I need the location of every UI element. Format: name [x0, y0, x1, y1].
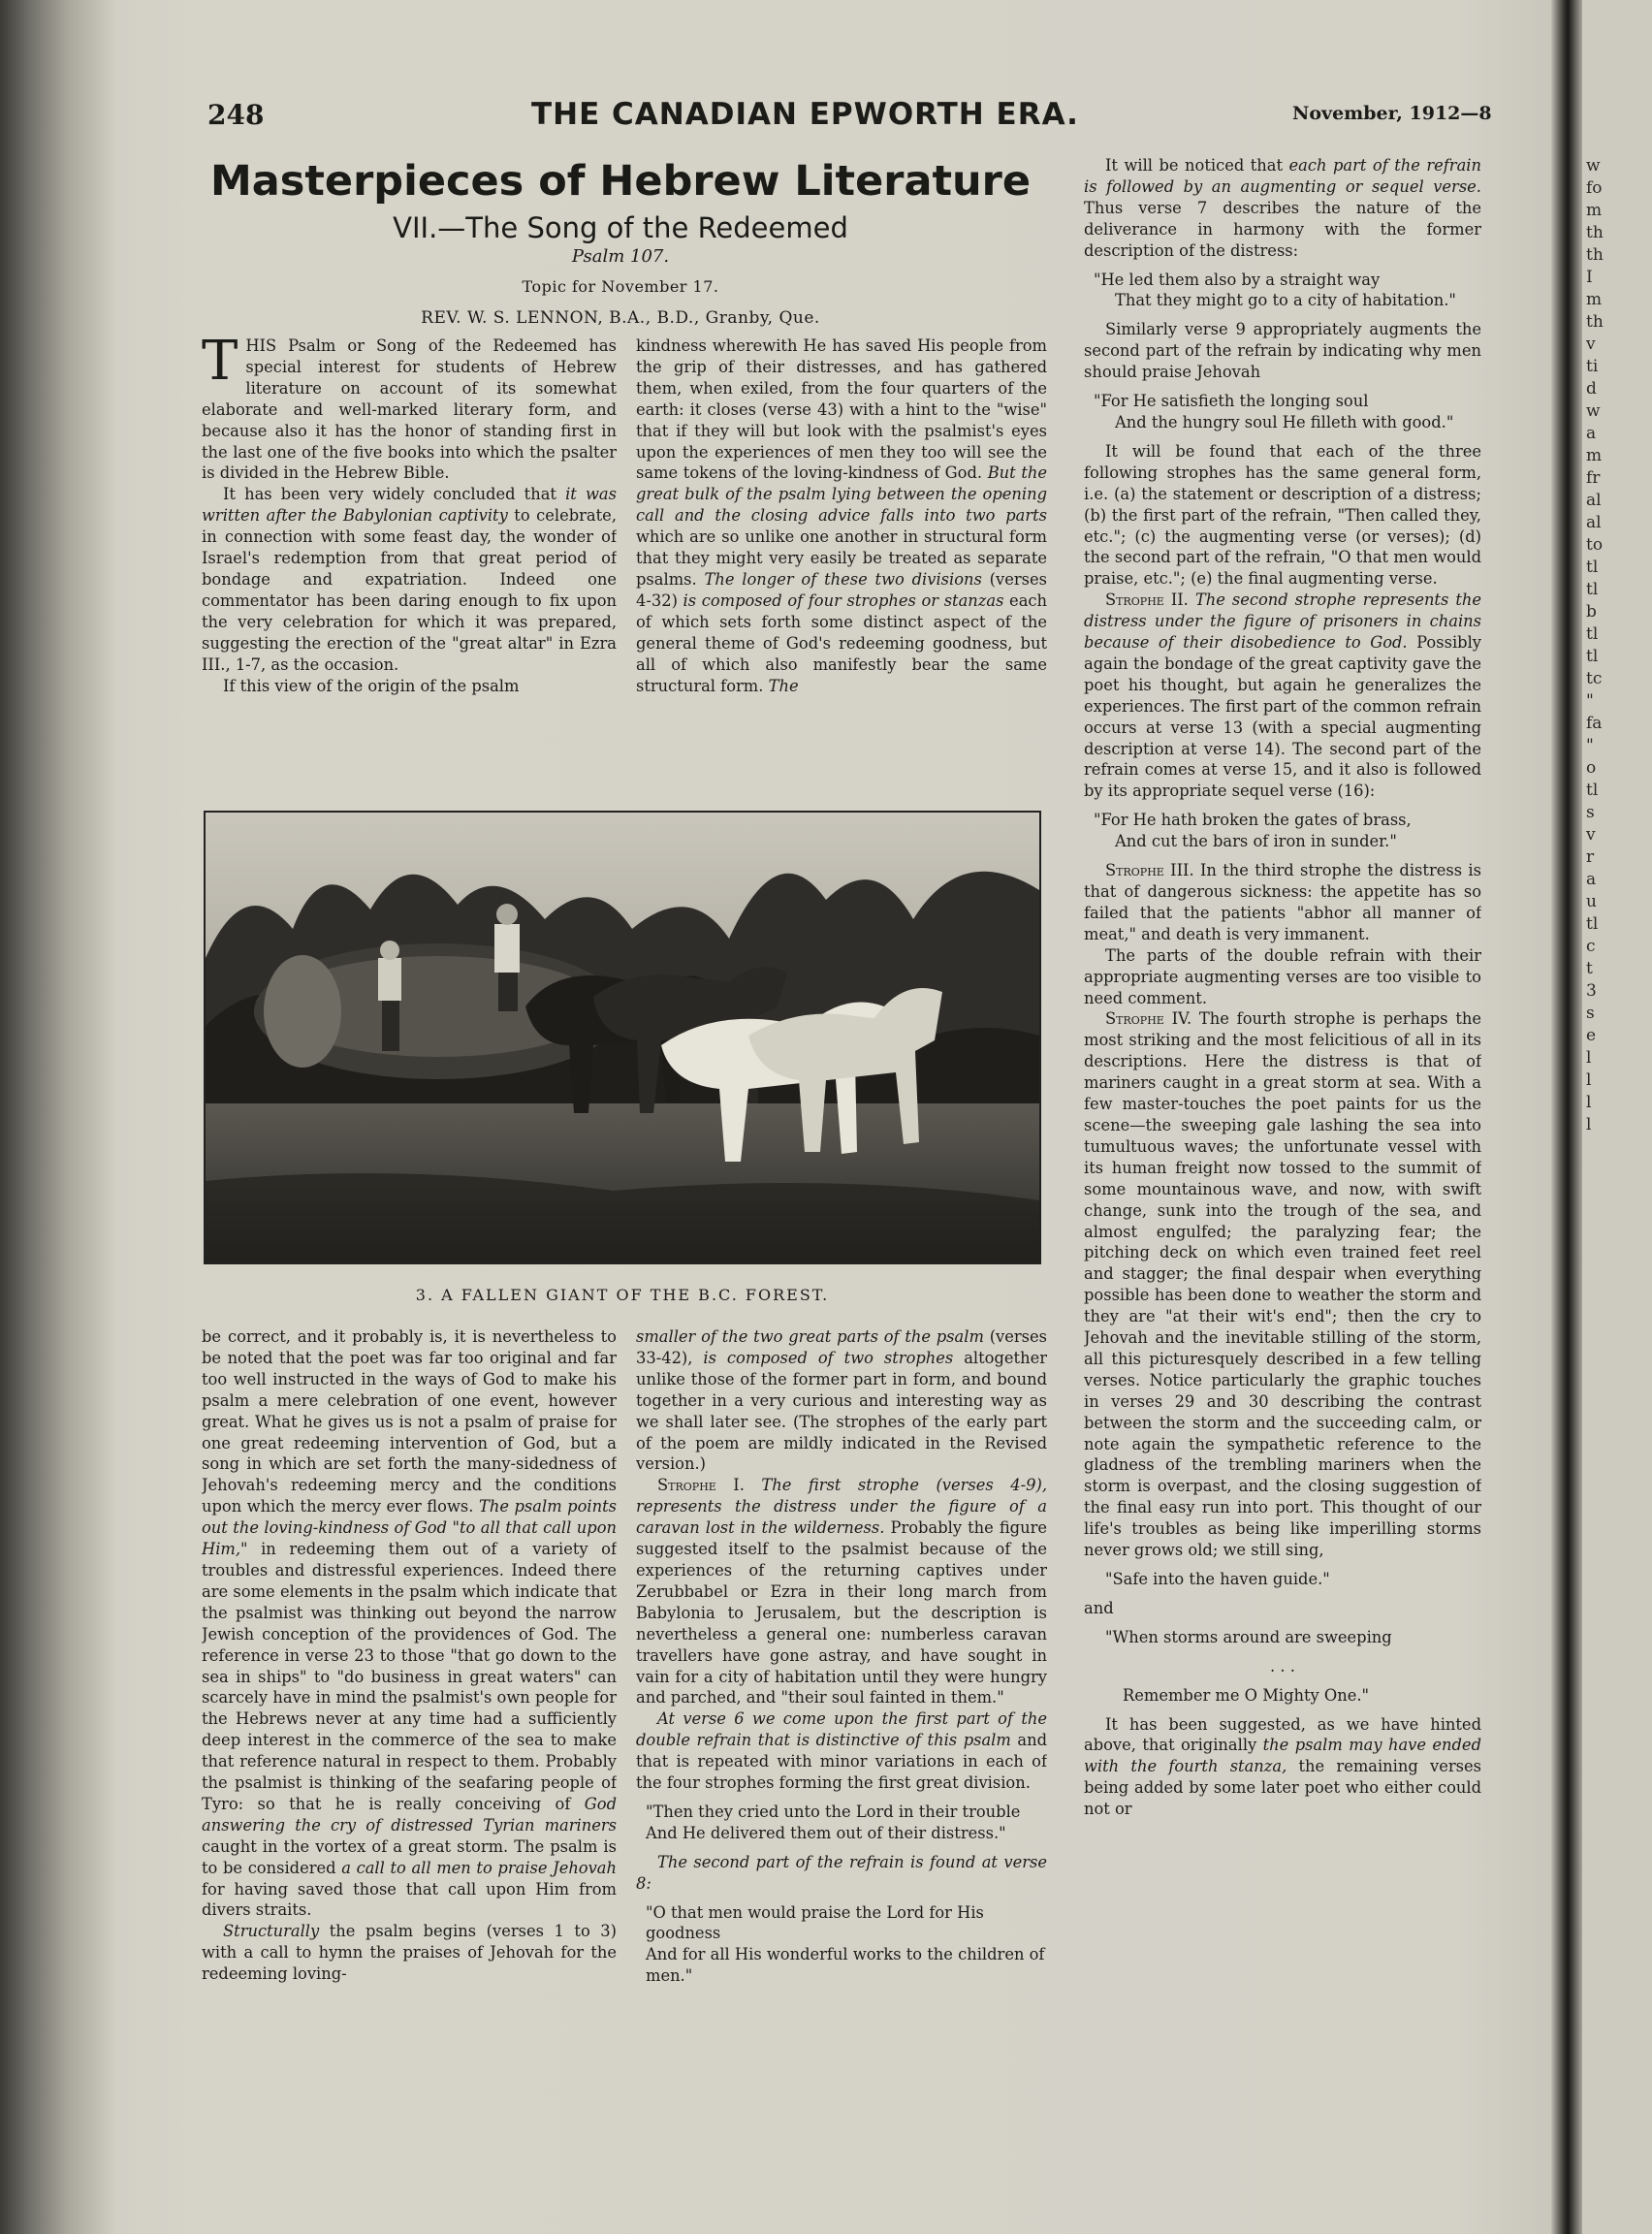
- strophe-label: Strophe I.: [657, 1476, 745, 1495]
- paragraph: [202, 1326, 617, 1921]
- italic-run: the psalm may have ended with the fourth stanza,: [1084, 1736, 1481, 1776]
- italic-run: The first strophe (verses 4-9), represents the distress under the figure of a caravan lost in the wilderness.: [636, 1476, 1047, 1538]
- paragraph: [1084, 1008, 1481, 1561]
- verse-line: And cut the bars of iron in sunder.": [1115, 832, 1397, 851]
- facing-page-fragment: l: [1586, 1093, 1592, 1112]
- text-run: the psalm begins (verses 1 to 3) with a call to hymn the praises of Jehovah for the redeeming loving-: [202, 1922, 617, 1984]
- facing-page-fragment: s: [1586, 803, 1595, 822]
- facing-page-fragment: l: [1586, 1070, 1592, 1090]
- column-bottom-left: [202, 1326, 617, 2133]
- italic-run: God answering the cry of distressed Tyrian mariners: [202, 1794, 617, 1835]
- italic-run: At verse 6 we come upon the first part of the double refrain that is distinctive of this psalm: [636, 1709, 1047, 1750]
- text-run: to celebrate, in connection with some feast day, the wonder of Israel's redemption from that great period of bondage and expatriation. Indeed one commentator has been daring enough to fix upon the very celebration for which it was prepared, suggesting the erection of the "great altar" in Ezra III., 1-7, as the occasion.: [202, 506, 617, 674]
- facing-page-fragment: a: [1586, 424, 1597, 443]
- text-run: It has been suggested, as we have hinted above, that originally: [1084, 1714, 1481, 1755]
- psalm-reference: Psalm 107.: [571, 246, 670, 267]
- paragraph: [1084, 1714, 1481, 1821]
- facing-page-fragment: th: [1586, 245, 1604, 265]
- italic-run: The second strophe represents the distress under the figure of prisoners in chains because of their disobedience to God.: [1084, 590, 1481, 653]
- publication-title: THE CANADIAN EPWORTH ERA.: [531, 97, 1079, 132]
- verse-quote: [646, 1902, 1047, 1988]
- facing-page-fragment: m: [1586, 446, 1603, 465]
- facing-page-fragment: ti: [1586, 357, 1599, 376]
- facing-page-fragment: I: [1586, 268, 1593, 287]
- hymn-quote: "When storms around are sweeping: [1105, 1627, 1392, 1646]
- strophe-label: Strophe II.: [1105, 590, 1189, 610]
- paragraph: If this view of the origin of the psalm: [223, 676, 520, 695]
- column-right: [1084, 155, 1481, 2133]
- facing-page-fragment: d: [1586, 379, 1597, 399]
- drop-cap: T: [202, 335, 238, 393]
- text-run: the remaining verses being added by some later poet who either could not or: [1084, 1757, 1481, 1819]
- facing-page-fragment: tl: [1586, 914, 1599, 934]
- verse-quote: [1094, 270, 1481, 312]
- facing-page-fragment: c: [1586, 937, 1596, 956]
- verse-line: "O that men would praise the Lord for His goodness: [646, 1902, 984, 1943]
- topic-line: Topic for November 17.: [522, 277, 719, 296]
- italic-run: But the great bulk of the psalm lying between the opening call and the closing advice falls into two parts: [636, 463, 1047, 526]
- facing-page-fragment: tl: [1586, 580, 1599, 599]
- hymn-quote: Remember me O Mighty One.": [1123, 1685, 1370, 1705]
- verse-line: "For He hath broken the gates of brass,: [1094, 811, 1412, 830]
- facing-page-fragment: tl: [1586, 781, 1599, 800]
- book-gutter: [1551, 0, 1582, 2234]
- italic-run: each part of the refrain is followed by an augmenting or sequel verse.: [1084, 156, 1481, 196]
- paragraph: The parts of the double refrain with their appropriate augmenting verses are too visible to need comment.: [1084, 945, 1481, 1007]
- facing-page-fragment: l: [1586, 1115, 1592, 1134]
- facing-page-fragment: w: [1586, 156, 1601, 176]
- facing-page-fragment: b: [1586, 602, 1597, 622]
- paragraph: [202, 484, 617, 675]
- facing-page-fragment: tl: [1586, 558, 1599, 577]
- photograph-fallen-giant: [204, 811, 1041, 1264]
- paragraph: [1084, 860, 1481, 945]
- facing-page-fragment: tc: [1586, 669, 1603, 688]
- facing-page-fragment: ": [1586, 691, 1594, 711]
- facing-page-fragment: fa: [1586, 714, 1603, 733]
- facing-page-fragment: fr: [1586, 468, 1601, 488]
- italic-run: a call to all men to praise Jehovah: [341, 1858, 617, 1877]
- text-run: and that is repeated with minor variations in each of the four strophes forming the first great division.: [636, 1731, 1047, 1793]
- facing-page-fragment: e: [1586, 1026, 1597, 1045]
- column-top-left: [202, 335, 617, 768]
- italic-run: it was written after the Babylonian captivity: [202, 485, 617, 526]
- facing-page-fragment: w: [1586, 401, 1601, 421]
- facing-page-fragment: s: [1586, 1004, 1595, 1023]
- hymn-quote: "Safe into the haven guide.": [1105, 1570, 1330, 1588]
- text-run: Probably the figure suggested itself to the psalmist because of the experiences of the returning captives under Zerubbabel or Ezra in their long march from Babylonia to Jerusalem, but the description is nevertheless a general one: numberless caravan travellers have gone astray, and have sought in vain for a city of habitation until they were hungry and parched, and "their soul fainted in them.": [636, 1518, 1047, 1707]
- facing-page-fragment: a: [1586, 870, 1597, 889]
- text-run: Thus verse 7 describes the nature of the deliverance in harmony with the former description of the distress:: [1084, 198, 1481, 260]
- paragraph: [636, 335, 1047, 696]
- facing-page-fragment: th: [1586, 312, 1604, 332]
- italic-run: is composed of two strophes: [703, 1348, 954, 1367]
- verse-quote: [1094, 810, 1481, 852]
- facing-page-fragment: ": [1586, 736, 1594, 755]
- column-bottom-middle: [636, 1326, 1047, 2133]
- text-run: In the third strophe the distress is that of dangerous sickness: the appetite has so failed that the patients "abhor all manner of meat," and death is very immanent.: [1084, 861, 1481, 943]
- paragraph: [636, 1326, 1047, 1475]
- text-run: caught in the vortex of a great storm. The psalm is to be considered: [202, 1836, 617, 1877]
- facing-page-fragment: m: [1586, 201, 1603, 220]
- verse-quote: [1094, 391, 1481, 433]
- ellipsis-dots: . . .: [1270, 1656, 1295, 1676]
- strophe-label: Strophe III.: [1105, 861, 1194, 880]
- facing-page-fragment: tl: [1586, 624, 1599, 644]
- text-run: in redeeming them out of a variety of troubles and distressful experiences. Indeed there are some elements in the psalm which indicate that the psalmist was thinking out beyond the narrow Jewish conception of the providences of God. The reference in verse 23 to those "that go down to the sea in ships" to "do business in great waters" can scarcely have in mind the psalmist's own people for the Hebrews never at any time had a sufficiently deep interest in the commerce of the sea to make that reference natural in respect to them. Probably the psalmist is thinking of the seafaring people of Tyro: so that he is really conceiving of: [202, 1540, 617, 1813]
- text-run: It has been very widely concluded that: [223, 485, 566, 504]
- paragraph: It will be found that each of the three following strophes has the same general form, i.e. (a) the statement or description of a distress; (b) the first part of the refrain, "Then called they, etc."; (c) the augmenting verse (or verses); (d) the second part of the refrain, "O that men would praise, etc."; (e) the final augmenting verse.: [1084, 441, 1481, 589]
- paragraph: [1084, 590, 1481, 802]
- italic-run: The: [768, 676, 799, 695]
- paragraph: [202, 1921, 617, 1985]
- article-title: Masterpieces of Hebrew Literature: [209, 157, 1032, 206]
- text-run: each of which sets forth some distinct aspect of the general theme of God's redeeming goodness, but all of which also manifestly bear the same structural form.: [636, 590, 1047, 695]
- verse-line: That they might go to a city of habitation.": [1115, 291, 1456, 310]
- facing-page-fragment: fo: [1586, 178, 1603, 198]
- paragraph: [636, 1708, 1047, 1794]
- page-number: 248: [207, 99, 265, 131]
- text-run: (verses 33-42),: [636, 1327, 1047, 1367]
- facing-page-fragment: u: [1586, 892, 1597, 911]
- paragraph: [636, 1475, 1047, 1708]
- text-run: The fourth strophe is perhaps the most striking and the most felicitious of all in its descriptions. Here the distress is that of mariners caught in a great storm at sea. With a few master-touches the poet paints for us the scene—the sweeping gale lashing the sea into tumultuous waves; the unfortunate vessel with its human freight now tossed to the summit of some mountainous wave, and now, with swift change, sunk into the trough of the sea, and almost engulfed; the paralyzing fear; the pitching deck on which even trained feet reel and stagger; the final despair when everything possible has been done to weather the storm and they are "at their wit's end"; then the cry to Jehovah and the inevitable stilling of the storm, all this picturesquely described in a few telling verses. Notice particularly the graphic touches in verses 29 and 30 describing the contrast between the storm and the succeeding calm, or note again the sympathetic reference to the gladness of the trembling mariners when the storm is overpast, and the closing suggestion of the final easy run into port. This thought of our life's troubles as being like imperilling storms never grows old; we still sing,: [1084, 1009, 1481, 1560]
- column-top-middle: [636, 335, 1047, 768]
- facing-page-edge: [1582, 0, 1652, 2234]
- paragraph: [636, 1852, 1047, 1895]
- facing-page-fragment: v: [1586, 335, 1596, 354]
- italic-run: The second part of the refrain is found at verse 8:: [636, 1852, 1047, 1893]
- facing-page-fragment: l: [1586, 1048, 1592, 1068]
- facing-page-fragment: t: [1586, 959, 1593, 978]
- text-run: altogether unlike those of the former part in form, and bound together in a very curious and interesting way as we shall later see. (The strophes of the early part of the poem are mildly indicated in the Revised version.): [636, 1348, 1047, 1474]
- italic-run: Structurally: [223, 1922, 320, 1941]
- paragraph: Similarly verse 9 appropriately augments the second part of the refrain by indicating why men should praise Jehovah: [1084, 320, 1481, 382]
- paragraph: and: [1084, 1598, 1114, 1617]
- text-run: for having saved those that call upon Him from divers straits.: [202, 1879, 617, 1920]
- facing-page-fragment: al: [1586, 491, 1602, 510]
- logging-scene-illustration: [206, 813, 1039, 1262]
- paragraph: HIS Psalm or Song of the Redeemed has special interest for students of Hebrew literature on account of its somewhat elaborate and well-marked literary form, and because also it has the honor of standing first in the last one of the five books into which the psalter is divided in the Hebrew Bible.: [202, 336, 617, 483]
- italic-run: is composed of four strophes or stanzas: [683, 590, 1004, 610]
- text-run: (verses 4-32): [636, 569, 1047, 610]
- paragraph: [1084, 155, 1481, 262]
- facing-page-fragment: r: [1586, 847, 1595, 867]
- strophe-label: Strophe IV.: [1105, 1009, 1192, 1029]
- text-run: which are so unlike one another in structural form that they might very easily be treated as separate psalms.: [636, 527, 1047, 589]
- text-run: It will be noticed that: [1105, 156, 1289, 175]
- facing-page-fragment: to: [1586, 535, 1604, 555]
- verse-line: "For He satisfieth the longing soul: [1094, 392, 1369, 411]
- author-byline: REV. W. S. LENNON, B.A., B.D., Granby, Que.: [421, 308, 820, 328]
- photo-caption: 3. A FALLEN GIANT OF THE B.C. FOREST.: [415, 1286, 830, 1304]
- facing-page-fragment: 3: [1586, 981, 1597, 1001]
- facing-page-fragment: v: [1586, 825, 1596, 845]
- verse-line: "He led them also by a straight way: [1094, 270, 1381, 289]
- issue-date: November, 1912—8: [1292, 103, 1492, 124]
- italic-run: The longer of these two divisions: [704, 569, 982, 589]
- text-run: be correct, and it probably is, it is nevertheless to be noted that the poet was far too original and far too well instructed in the ways of God to make his psalm a mere celebration of one event, however great. What he gives us is not a psalm of praise for one great redeeming intervention of God, but a song in which are set forth the many-sidedness of Jehovah's redeeming mercy and the conditions upon which the mercy ever flows.: [202, 1327, 617, 1516]
- facing-page-fragment: m: [1586, 290, 1603, 309]
- verse-line: And for all His wonderful works to the children of men.": [646, 1945, 1045, 1986]
- verse-quote: [646, 1802, 1047, 1844]
- facing-page-fragment: o: [1586, 758, 1597, 778]
- italic-run: smaller of the two great parts of the psalm: [636, 1327, 984, 1346]
- article-subtitle: VII.—The Song of the Redeemed: [393, 211, 848, 244]
- text-run: kindness wherewith He has saved His people from the grip of their distresses, and has gathered them, when exiled, from the four quarters of the earth: it closes (verse 43) with a hint to the "wise" that if they will but look with the psalmist's eyes upon the experiences of men they too will see the same tokens of the loving-kindness of God.: [636, 336, 1047, 483]
- facing-page-fragment: th: [1586, 223, 1604, 242]
- verse-line: "Then they cried unto the Lord in their trouble: [646, 1802, 1021, 1821]
- facing-page-fragment: tl: [1586, 647, 1599, 666]
- book-spine: [0, 0, 116, 2234]
- text-run: Possibly again the bondage of the great captivity gave the poet his thought, but again he generalizes the experiences. The first part of the common refrain occurs at verse 13 (with a special augmenting description at verse 14). The second part of the refrain comes at verse 15, and it also is followed by its appropriate sequel verse (16):: [1084, 633, 1481, 801]
- verse-line: And He delivered them out of their distress.": [646, 1823, 1006, 1842]
- verse-line: And the hungry soul He filleth with good.": [1115, 412, 1454, 431]
- facing-page-fragment: al: [1586, 513, 1602, 532]
- italic-run: The psalm points out the loving-kindness of God "to all that call upon Him,": [202, 1497, 617, 1559]
